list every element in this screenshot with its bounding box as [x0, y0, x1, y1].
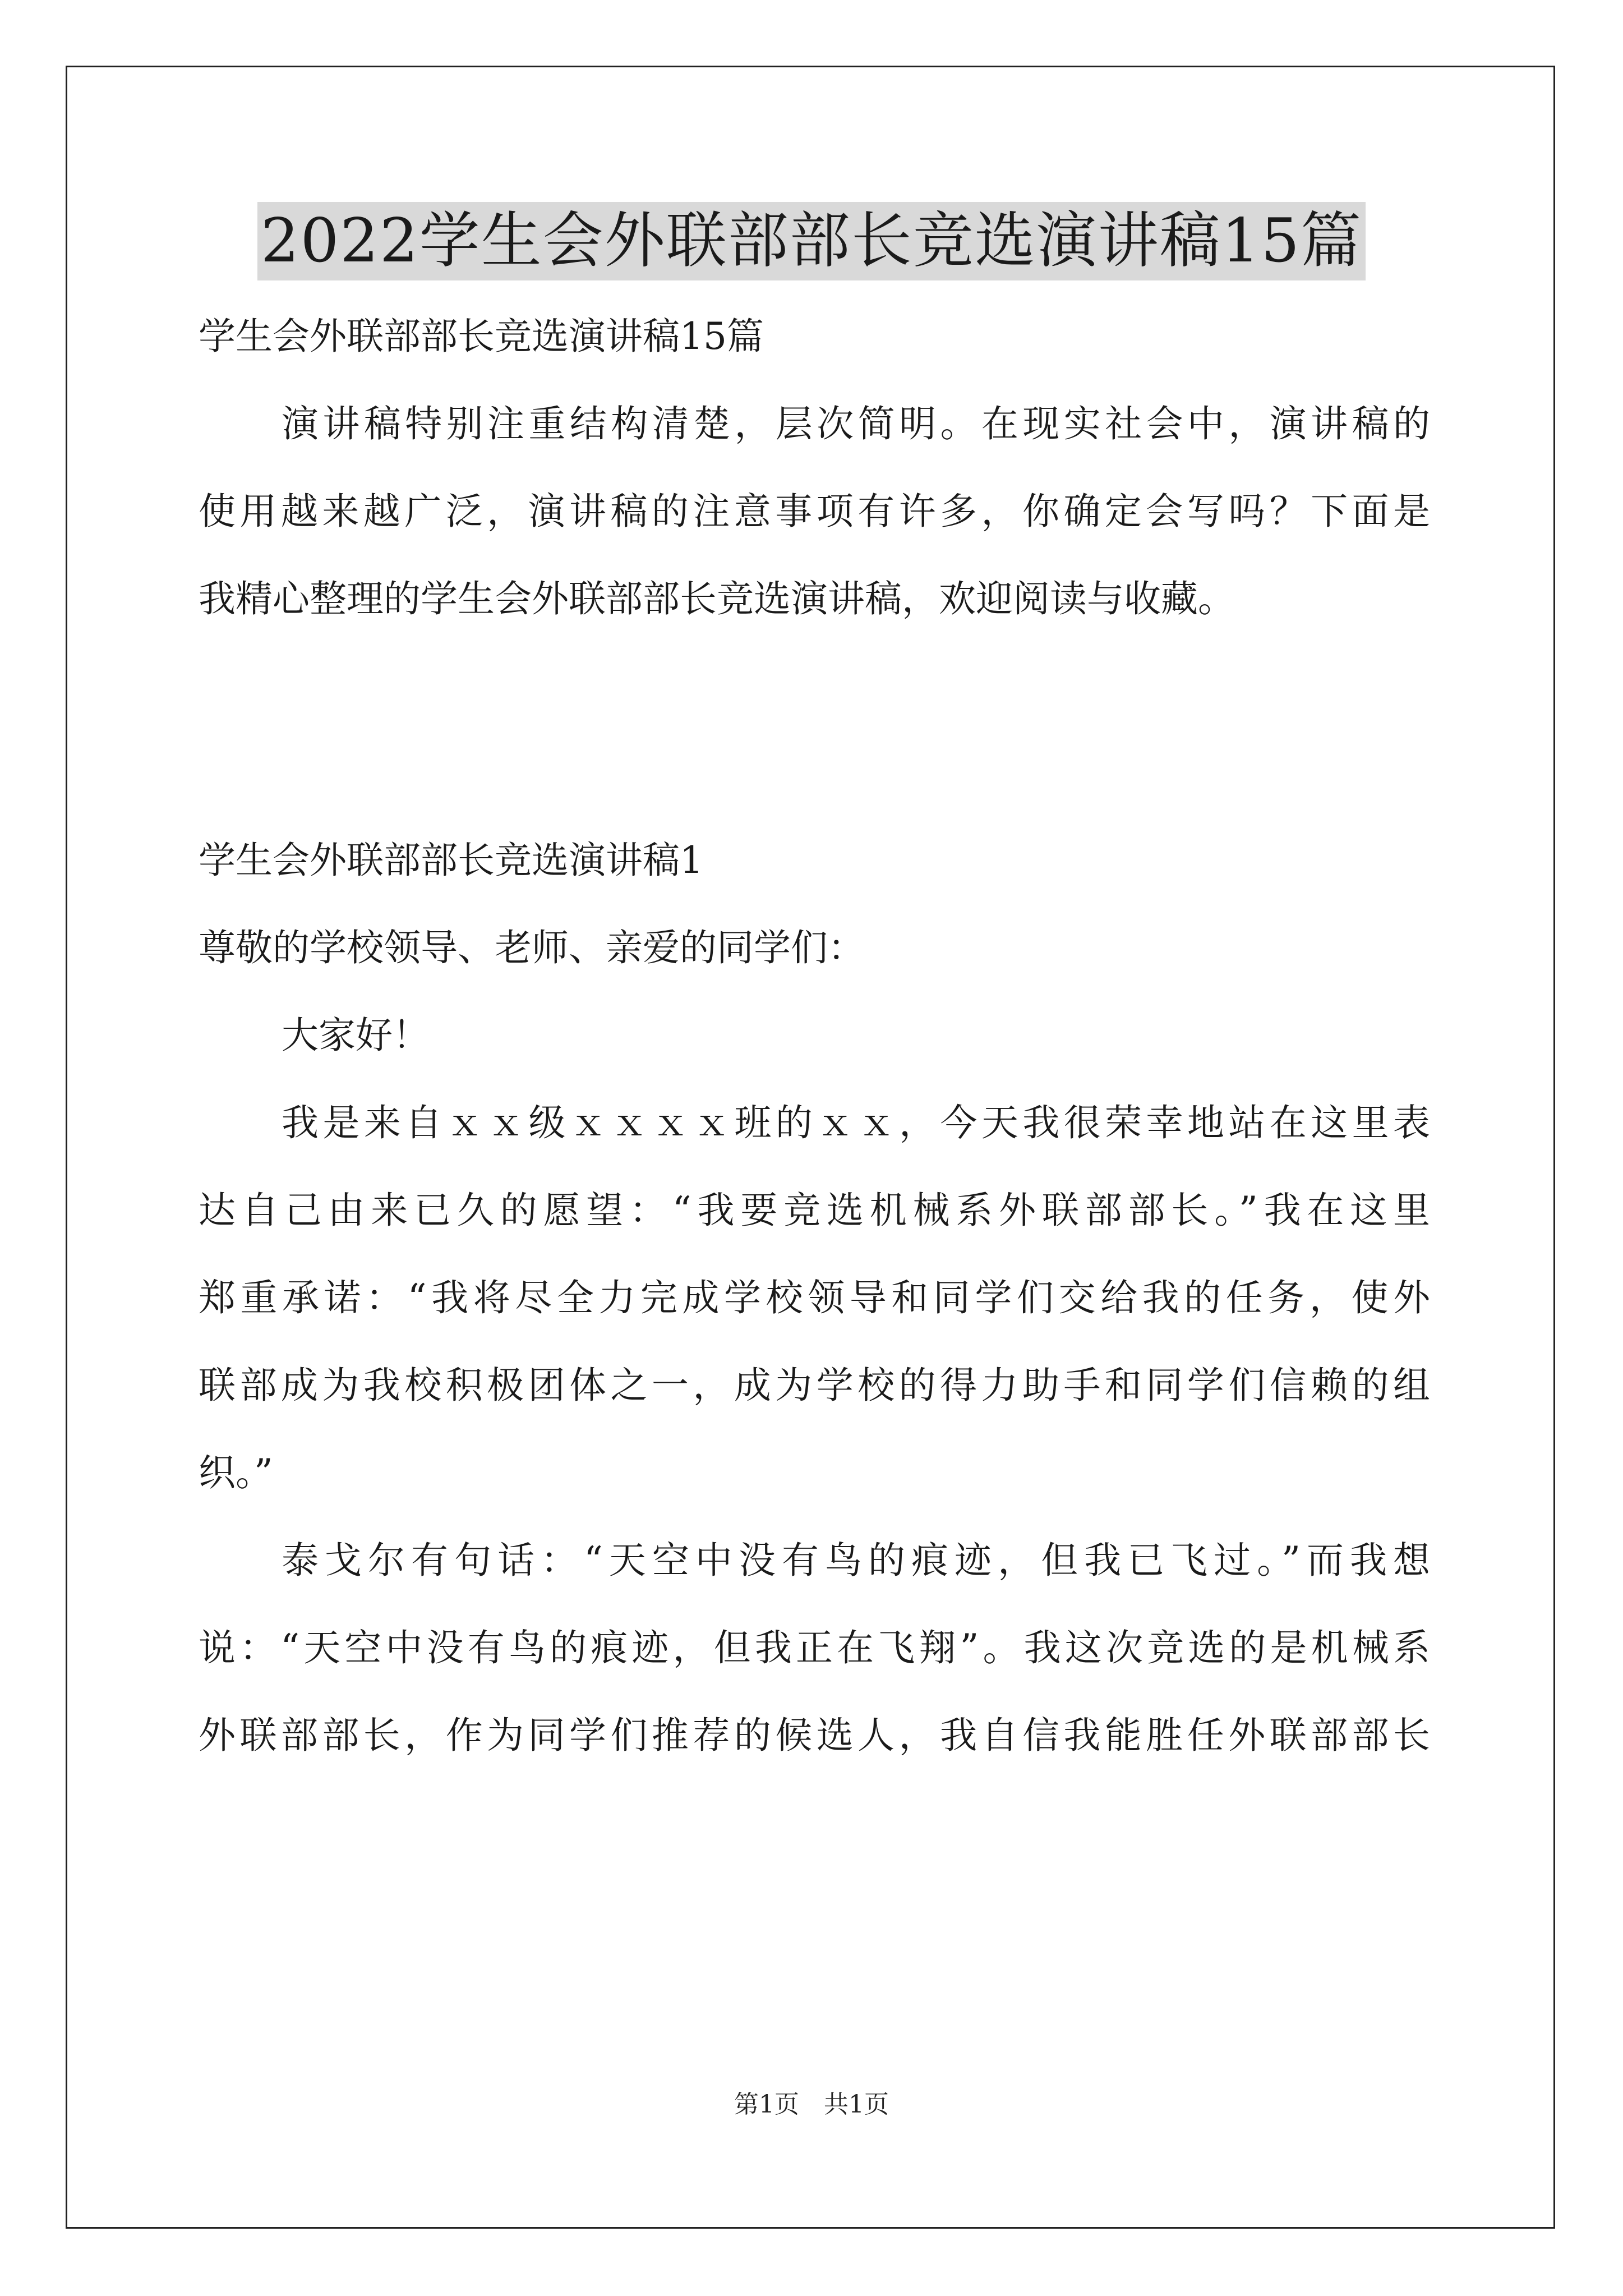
intro-line: 我精心整理的学生会外联部部长竞选演讲稿，欢迎阅读与收藏。	[199, 577, 1235, 620]
paragraph-line: 泰戈尔有句话：“天空中没有鸟的痕迹，但我已飞过。”而我想	[282, 1539, 1430, 1582]
paragraph-line: 说：“天空中没有鸟的痕迹，但我正在飞翔”。我这次竞选的是机械系	[199, 1626, 1430, 1669]
paragraph-line: 郑重承诺：“我将尽全力完成学校领导和同学们交给我的任务，使外	[199, 1276, 1430, 1319]
page-footer: 第1页 共1页	[734, 2090, 889, 2119]
salutation: 尊敬的学校领导、老师、亲爱的同学们：	[199, 926, 865, 969]
title-container	[0, 202, 1623, 280]
document-subtitle: 学生会外联部部长竞选演讲稿15篇	[199, 315, 764, 358]
paragraph-line: 联部成为我校积极团体之一，成为学校的得力助手和同学们信赖的组	[199, 1364, 1430, 1407]
document-title: 2022学生会外联部部长竞选演讲稿15篇	[257, 202, 1366, 280]
paragraph-line: 达自己由来已久的愿望：“我要竞选机械系外联部部长。”我在这里	[199, 1189, 1430, 1232]
section-heading: 学生会外联部部长竞选演讲稿1	[199, 839, 703, 882]
intro-line: 演讲稿特别注重结构清楚，层次简明。在现实社会中，演讲稿的	[282, 402, 1430, 445]
intro-line: 使用越来越广泛，演讲稿的注意事项有许多，你确定会写吗？下面是	[199, 490, 1430, 533]
paragraph-line: 外联部部长，作为同学们推荐的候选人，我自信我能胜任外联部部长	[199, 1714, 1430, 1757]
paragraph-line: 织。”	[199, 1451, 273, 1494]
paragraph-line: 我是来自ｘｘ级ｘｘｘｘ班的ｘｘ，今天我很荣幸地站在这里表	[282, 1101, 1430, 1144]
greeting: 大家好！	[282, 1014, 430, 1057]
